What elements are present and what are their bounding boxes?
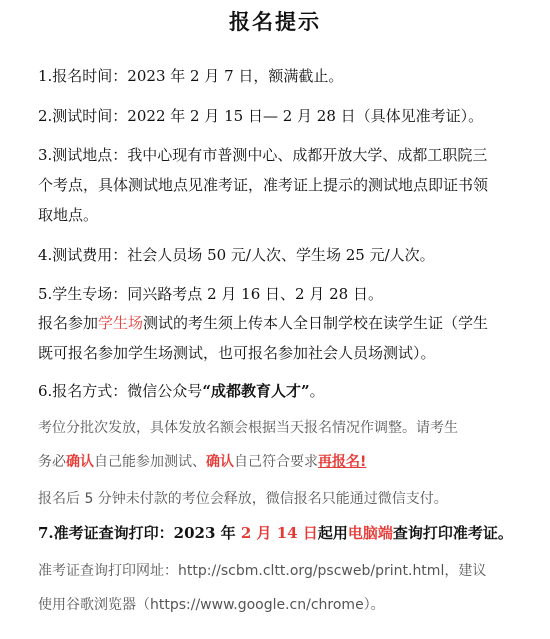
test-location-line-1: 3.测试地点：我中心现有市普测中心、成都开放大学、成都工职院三: [38, 146, 488, 164]
batch-line2-c: 自己符合要求: [234, 454, 318, 470]
print-mid: 起用: [317, 524, 348, 542]
registration-time: 1.报名时间：2023 年 2 月 7 日，额满截止。: [38, 67, 344, 85]
registration-method: [38, 381, 538, 401]
batch-note-line-2: [38, 452, 538, 472]
student-session-highlight: 学生场: [98, 314, 144, 332]
batch-note-line-1: 考位分批次发放，具体发放名额会根据当天报名情况作调整。请考生: [38, 420, 458, 436]
print-url-line-2: 使用谷歌浏览器（https://www.google.cn/chrome）。: [38, 597, 385, 613]
print-pre: 7.准考证查询打印：2023 年: [38, 524, 241, 542]
test-time: 2.测试时间：2022 年 2 月 15 日— 2 月 28 日（具体见准考证）。: [38, 107, 484, 125]
release-note: 报名后 5 分钟未付款的考位会释放，微信报名只能通过微信支付。: [38, 491, 448, 507]
admission-ticket-print: [38, 523, 538, 543]
print-post: 查询打印准考证。: [392, 524, 513, 542]
wechat-account-name: “成都教育人才”: [202, 382, 310, 400]
confirm-highlight-2: 确认: [206, 454, 234, 470]
register-again-highlight: 再报名!: [318, 454, 367, 470]
test-location-line-3: 取地点。: [38, 206, 99, 224]
test-location-line-2: 个考点，具体测试地点见准考证，准考证上提示的测试地点即证书领: [38, 176, 489, 194]
student-note-line-1: [38, 313, 538, 333]
print-device-highlight: 电脑端: [347, 524, 393, 542]
print-date-highlight: 2 月 14 日: [240, 524, 318, 542]
confirm-highlight-1: 确认: [66, 454, 94, 470]
student-note-post: 测试的考生须上传本人全日制学校在读学生证（学生: [143, 314, 489, 332]
test-fee: 4.测试费用：社会人员场 50 元/人次、学生场 25 元/人次。: [38, 246, 435, 264]
print-url-line-1: 准考证查询打印网址：http://scbm.cltt.org/pscweb/print.html，建议: [38, 563, 487, 579]
student-note-line-2: 既可报名参加学生场测试，也可报名参加社会人员场测试）。: [38, 344, 436, 362]
method-post: 。: [309, 382, 325, 400]
page-title: 报名提示: [229, 9, 321, 34]
student-session: 5.学生专场：同兴路考点 2 月 16 日、2 月 28 日。: [38, 285, 383, 303]
batch-line2-b: 自己能参加测试、: [94, 454, 206, 470]
batch-line2-a: 务必: [38, 454, 66, 470]
method-pre: 6.报名方式：微信公众号: [38, 382, 203, 400]
student-note-pre: 报名参加: [38, 314, 99, 332]
